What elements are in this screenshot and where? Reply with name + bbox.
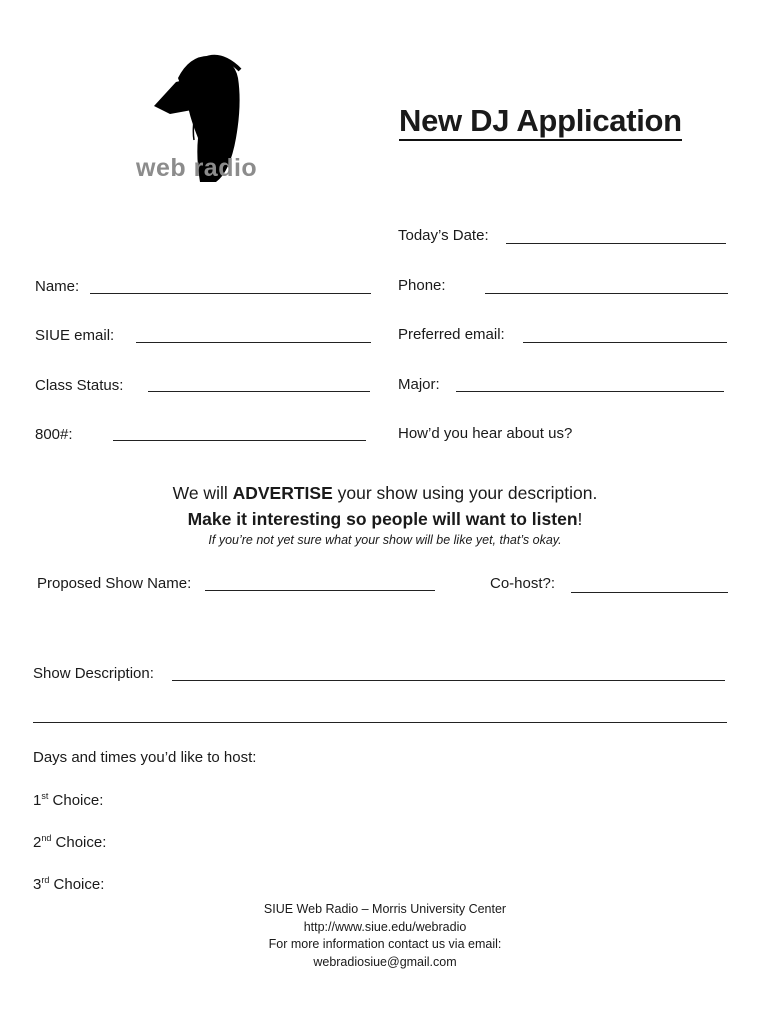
footer [0,901,770,971]
class-status-label: Class Status: [35,377,124,394]
cohost-field[interactable] [571,592,728,593]
footer-url[interactable]: http://www.siue.edu/webradio [303,919,467,934]
page-title: New DJ Application [399,104,682,141]
show-description-label: Show Description: [33,665,154,682]
footer-line-3: For more information contact us via email: [268,937,502,951]
choice-3-label [33,875,104,893]
hear-about-label: How’d you hear about us? [398,425,573,442]
choice-1-text: Choice: [48,792,104,809]
siue-email-label: SIUE email: [35,327,115,344]
advertise-line-2 [0,509,770,530]
phone-field[interactable] [485,293,728,294]
choice-2-text: Choice: [51,834,107,851]
advertise-post: your show using your description. [332,483,598,503]
choice-1-num: 1 [33,792,42,809]
preferred-email-label: Preferred email: [398,326,505,343]
major-field[interactable] [456,391,724,392]
cohost-label: Co-host?: [490,575,556,592]
advertise-line-2-post: ! [577,509,583,529]
name-field[interactable] [90,293,371,294]
logo [130,48,280,198]
name-label: Name: [35,278,80,295]
show-description-field[interactable] [172,680,725,681]
class-status-field[interactable] [148,391,370,392]
choice-3-text: Choice: [49,876,105,893]
proposed-show-name-field[interactable] [205,590,435,591]
choice-2-sup: nd [41,833,52,843]
advertise-line-1 [0,483,770,504]
proposed-show-name-label: Proposed Show Name: [37,575,192,592]
phone-label: Phone: [398,277,446,294]
choice-3-num: 3 [33,876,42,893]
advertise-line-2-bold: Make it interesting so people will want to listen [187,509,578,529]
siue-email-field[interactable] [136,342,371,343]
todays-date-field[interactable] [506,243,726,244]
choice-1-label [33,791,103,809]
advertise-pre: We will [172,483,233,503]
choice-2-num: 2 [33,834,42,851]
id800-label: 800#: [35,426,73,443]
days-times-label: Days and times you’d like to host: [33,749,257,766]
choice-3-sup: rd [41,875,50,885]
choice-2-label [33,833,106,851]
advertise-note: If you’re not yet sure what your show will be like yet, that’s okay. [208,533,562,547]
advertise-bold: ADVERTISE [232,483,333,503]
preferred-email-field[interactable] [523,342,727,343]
todays-date-label: Today’s Date: [398,227,489,244]
footer-email[interactable]: webradiosiue@gmail.com [313,954,457,969]
major-label: Major: [398,376,440,393]
footer-line-1: SIUE Web Radio – Morris University Center [263,902,507,916]
choice-1-sup: st [41,791,49,801]
id800-field[interactable] [113,440,366,441]
show-description-field-line-2[interactable] [33,722,727,723]
logo-text: web radio [136,154,258,182]
